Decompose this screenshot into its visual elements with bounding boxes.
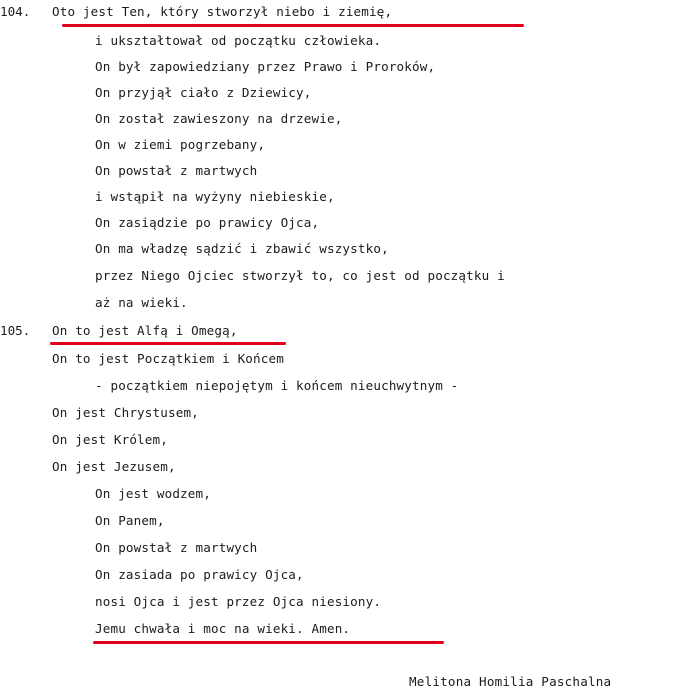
stanza-104-line-6: On w ziemi pogrzebany, [95, 137, 266, 152]
stanza-105-line-11: nosi Ojca i jest przez Ojca niesiony. [95, 594, 382, 609]
stanza-104-line-11: przez Niego Ojciec stworzył to, co jest od początku i [95, 268, 505, 283]
highlight-underline [62, 24, 524, 27]
stanza-104-line-2: i ukształtował od początku człowieka. [95, 33, 382, 48]
stanza-105-line-1: On to jest Alfą i Omegą, [52, 323, 238, 338]
stanza-105-line-8: On Panem, [95, 513, 165, 528]
stanza-105-line-10: On zasiada po prawicy Ojca, [95, 567, 304, 582]
stanza-105-line-3: - początkiem niepojętym i końcem nieuchwytnym - [95, 378, 459, 393]
stanza-104-line-5: On został zawieszony na drzewie, [95, 111, 343, 126]
stanza-104-line-3: On był zapowiedziany przez Prawo i Proroków, [95, 59, 436, 74]
stanza-105-line-4: On jest Chrystusem, [52, 405, 199, 420]
highlight-underline [50, 342, 286, 345]
stanza-105-line-6: On jest Jezusem, [52, 459, 176, 474]
stanza-104-line-7: On powstał z martwych [95, 163, 258, 178]
stanza-104-line-10: On ma władzę sądzić i zbawić wszystko, [95, 241, 389, 256]
stanza-104-line-1: Oto jest Ten, który stworzył niebo i ziemię, [52, 4, 393, 19]
stanza-104-number: 104. [0, 4, 31, 19]
stanza-105-line-2: On to jest Początkiem i Końcem [52, 351, 284, 366]
stanza-104-line-12: aż na wieki. [95, 295, 188, 310]
stanza-105-line-7: On jest wodzem, [95, 486, 211, 501]
stanza-105-line-12: Jemu chwała i moc na wieki. Amen. [95, 621, 351, 636]
highlight-underline [93, 641, 444, 644]
stanza-105-number: 105. [0, 323, 31, 338]
stanza-105-line-5: On jest Królem, [52, 432, 168, 447]
stanza-104-line-9: On zasiądzie po prawicy Ojca, [95, 215, 320, 230]
stanza-104-line-4: On przyjął ciało z Dziewicy, [95, 85, 312, 100]
stanza-105-line-9: On powstał z martwych [95, 540, 258, 555]
signature-attribution: Melitona Homilia Paschalna [409, 674, 612, 689]
stanza-104-line-8: i wstąpił na wyżyny niebieskie, [95, 189, 335, 204]
